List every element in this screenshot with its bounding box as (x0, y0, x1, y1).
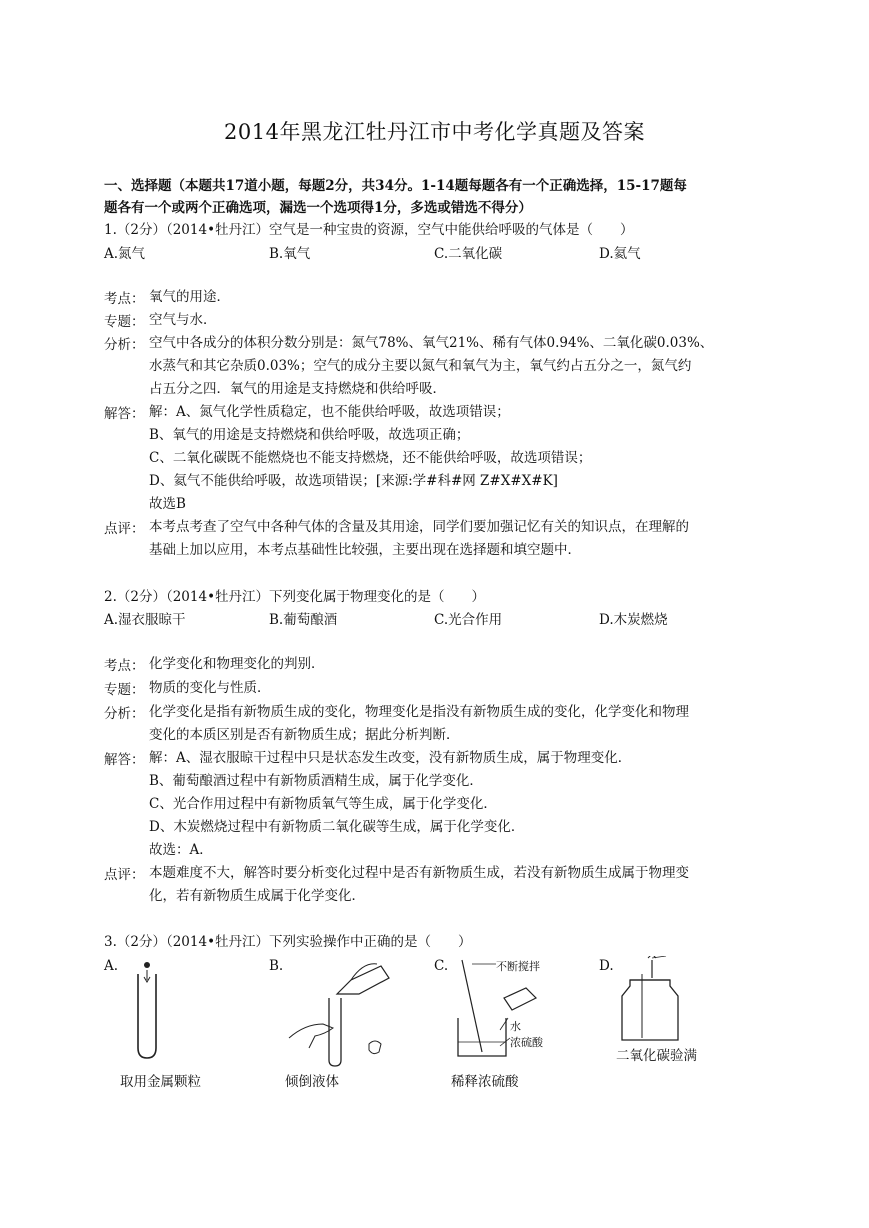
figure-a-test-tube (125, 958, 175, 1063)
bottle-stopper-icon (369, 1041, 381, 1054)
q2-dianping-label: 点评： (104, 867, 145, 883)
q1-jieda-label: 解答： (104, 406, 145, 422)
gas-bottle-icon (622, 980, 678, 1040)
figure-c-label-stirring: 不断搅拌 (496, 960, 540, 973)
figure-d-co2-check (608, 956, 698, 1046)
q2-jieda-line-2: B、葡萄酿酒过程中有新物质酒精生成，属于化学变化． (149, 773, 483, 789)
q2-jieda-label: 解答： (104, 752, 145, 768)
q2-dianping-line-2: 化，若有新物质生成属于化学变化． (149, 888, 365, 904)
q1-jieda-line-3: C、二氧化碳既不能燃烧也不能支持燃烧，还不能供给呼吸，故选项错误； (149, 450, 592, 466)
q1-kaodian: 氧气的用途． (149, 289, 230, 305)
reagent-bottle-icon (504, 988, 536, 1010)
figure-c-label-water: 水 (510, 1020, 521, 1033)
metal-granule-icon (144, 962, 150, 968)
figure-b-caption: 倾倒液体 (285, 1074, 339, 1090)
q3-stem: 3.（2分）（2014•牡丹江）下列实验操作中正确的是（ ） (104, 934, 472, 950)
q1-jieda-line-5: 故选B (149, 496, 186, 512)
q1-jieda-line-4: D、氦气不能供给呼吸，故选项错误；[来源:学#科#网 Z#X#X#K] (149, 473, 558, 489)
figure-c-caption: 稀释浓硫酸 (451, 1074, 519, 1090)
q2-dianping-line-1: 本题难度不大，解答时要分析变化过程中是否有新物质生成，若没有新物质生成属于物理变 (149, 865, 689, 881)
q3-option-c: C. (434, 958, 449, 974)
q1-zhuanti-label: 专题： (104, 314, 145, 330)
q2-jieda-line-4: D、木炭燃烧过程中有新物质二氧化碳等生成，属于化学变化． (149, 819, 525, 835)
glass-rod-icon (462, 960, 482, 1052)
q2-fenxi-line-2: 变化的本质区别是否有新物质生成；据此分析判断． (149, 727, 460, 743)
q2-stem: 2.（2分）（2014•牡丹江）下列变化属于物理变化的是（ ） (104, 589, 486, 605)
test-tube-icon (329, 998, 341, 1066)
section-heading-line-1: 一、选择题（本题共17道小题，每题2分，共34分。1-14题每题各有一个正确选择，15-17题每 (104, 178, 687, 194)
q2-jieda-line-5: 故选：A． (149, 842, 213, 858)
figure-b-pouring-liquid (285, 958, 410, 1068)
q2-fenxi-line-1: 化学变化是指有新物质生成的变化，物理变化是指没有新物质生成的变化，化学变化和物理 (149, 704, 689, 720)
q1-dianping-line-1: 本考点考查了空气中各种气体的含量及其用途，同学们要加强记忆有关的知识点，在理解的 (149, 519, 689, 535)
q1-option-d: D.氦气 (599, 246, 641, 262)
q2-jieda-line-3: C、光合作用过程中有新物质氧气等生成，属于化学变化． (149, 796, 497, 812)
q2-kaodian: 化学变化和物理变化的判别． (149, 656, 325, 672)
q1-fenxi-line-3: 占五分之四．氧气的用途是支持燃烧和供给呼吸． (149, 381, 446, 397)
page-title: 2014年黑龙江牡丹江市中考化学真题及答案 (224, 120, 645, 144)
q3-option-a: A. (104, 958, 119, 974)
figure-d-caption: 二氧化碳验满 (616, 1048, 697, 1064)
q1-jieda-line-1: 解：A、氮气化学性质稳定，也不能供给呼吸，故选项错误； (149, 404, 510, 420)
q2-option-a: A.湿衣服晾干 (104, 612, 186, 628)
q1-option-b: B.氧气 (269, 246, 311, 262)
q1-kaodian-label: 考点： (104, 291, 145, 307)
section-heading-line-2: 题各有一个或两个正确选项，漏选一个选项得1分，多选或错选不得分） (104, 200, 532, 216)
q2-option-b: B.葡萄酿酒 (269, 612, 338, 628)
q1-fenxi-line-1: 空气中各成分的体积分数分别是：氮气78%、氧气21%、稀有气体0.94%、二氧化碳0.03%、 (149, 335, 714, 351)
q2-zhuanti: 物质的变化与性质． (149, 680, 271, 696)
q2-option-d: D.木炭燃烧 (599, 612, 668, 628)
q1-option-c: C.二氧化碳 (434, 246, 503, 262)
q2-jieda-line-1: 解：A、湿衣服晾干过程中只是状态发生改变，没有新物质生成，属于物理变化． (149, 750, 632, 766)
hand-icon (289, 1024, 333, 1048)
q1-stem: 1.（2分）（2014•牡丹江）空气是一种宝贵的资源，空气中能供给呼吸的气体是（ ） (104, 222, 634, 238)
q1-option-a: A.氮气 (104, 246, 146, 262)
q2-fenxi-label: 分析： (104, 706, 145, 722)
q1-zhuanti: 空气与水． (149, 312, 217, 328)
q1-dianping-label: 点评： (104, 521, 145, 537)
q1-fenxi-label: 分析： (104, 337, 145, 353)
q2-option-c: C.光合作用 (434, 612, 503, 628)
q1-jieda-line-2: B、氧气的用途是支持燃烧和供给呼吸，故选项正确； (149, 427, 470, 443)
q1-fenxi-line-2: 水蒸气和其它杂质0.03%；空气的成分主要以氮气和氧气为主，氧气约占五分之一，氮气约 (149, 358, 692, 374)
figure-a-caption: 取用金属颗粒 (120, 1074, 201, 1090)
q3-option-d: D. (599, 958, 614, 974)
q3-option-b: B. (269, 958, 284, 974)
figure-c-label-acid: 浓硫酸 (510, 1036, 543, 1049)
q2-zhuanti-label: 专题： (104, 682, 145, 698)
test-tube-icon (138, 974, 156, 1058)
q2-kaodian-label: 考点： (104, 658, 145, 674)
q1-dianping-line-2: 基础上加以应用，本考点基础性比较强，主要出现在选择题和填空题中． (149, 542, 581, 558)
reagent-bottle-icon (337, 966, 389, 994)
